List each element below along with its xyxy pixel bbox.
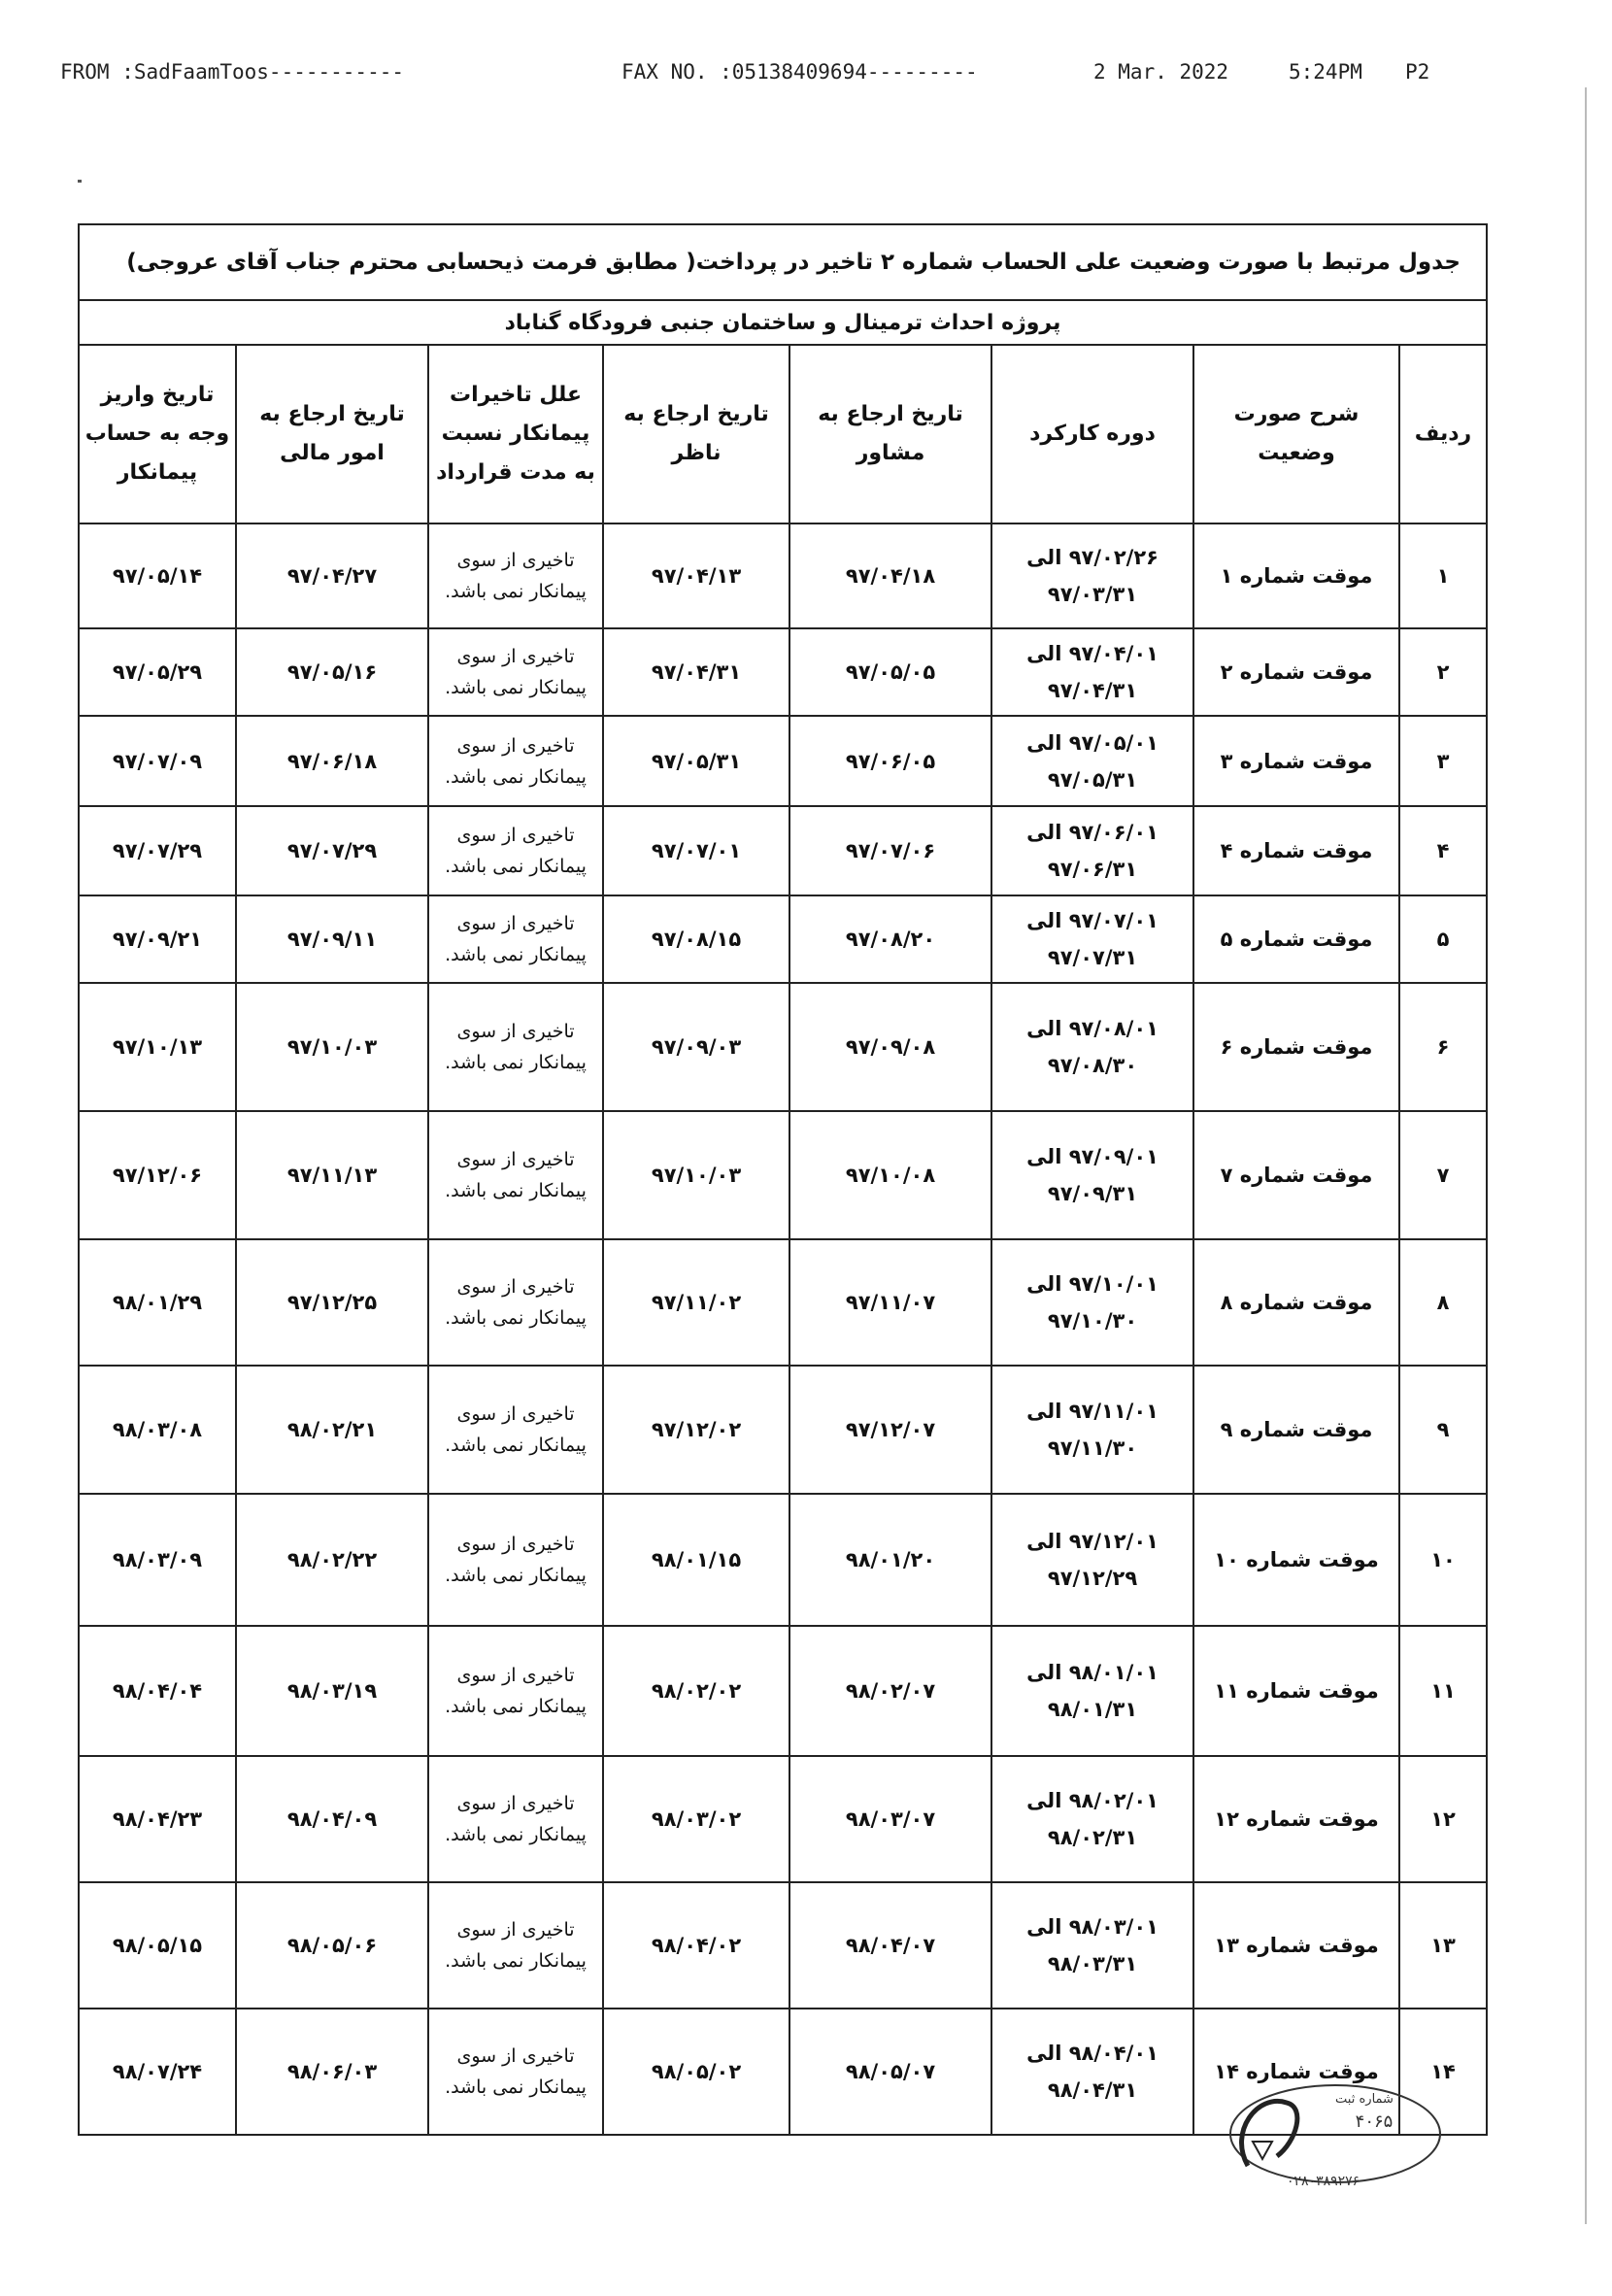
table-title: جدول مرتبط با صورت وضعیت علی الحساب شماره ۲ تاخیر در پرداخت( مطابق فرمت ذیحسابی محترم جناب آقای عروجی): [79, 224, 1487, 300]
fax-page: P2: [1405, 60, 1430, 84]
period-start: ۹۷/۰۲/۲۶ الی: [1026, 546, 1159, 569]
row-delay-reason: [428, 983, 603, 1111]
period-start: ۹۷/۱۲/۰۱ الی: [1026, 1530, 1159, 1553]
row-finance-date: ۹۷/۰۷/۲۹: [236, 806, 428, 895]
period-end: ۹۷/۰۷/۳۱: [1047, 946, 1138, 969]
row-finance-date: ۹۸/۰۲/۲۱: [236, 1366, 428, 1494]
row-payment-date: ۹۸/۰۱/۲۹: [79, 1239, 236, 1366]
header-work-period: دوره کارکرد: [991, 345, 1193, 523]
reason-line-2: پیمانکار نمی باشد.: [445, 1180, 587, 1201]
reason-line-2: پیمانکار نمی باشد.: [445, 1307, 587, 1329]
delay-payment-table: [78, 223, 1488, 2136]
row-delay-reason: [428, 895, 603, 983]
period-end: ۹۷/۰۴/۳۱: [1047, 679, 1138, 702]
row-consultant-date: ۹۷/۰۸/۲۰: [789, 895, 991, 983]
row-consultant-date: ۹۷/۰۵/۰۵: [789, 628, 991, 716]
row-delay-reason: [428, 523, 603, 628]
row-work-period: [991, 1626, 1193, 1756]
row-consultant-date: ۹۸/۰۲/۰۷: [789, 1626, 991, 1756]
reason-line-2: پیمانکار نمی باشد.: [445, 1824, 587, 1845]
period-range: ۹۸/۰۱/۰۱ الی ۹۸/۰۱/۳۱: [1026, 1661, 1159, 1721]
row-supervisor-date: ۹۷/۰۷/۰۱: [603, 806, 789, 895]
table-row: [79, 1882, 1487, 2009]
row-description: موقت شماره ۶: [1193, 983, 1399, 1111]
row-delay-reason: [428, 1626, 603, 1756]
row-supervisor-date: ۹۷/۱۰/۰۳: [603, 1111, 789, 1239]
row-number: ۱۰: [1399, 1494, 1487, 1626]
reason-line-1: تاخیری از سوی: [456, 913, 575, 934]
reason-line-1: تاخیری از سوی: [456, 2045, 575, 2067]
period-end: ۹۷/۰۸/۳۰: [1047, 1054, 1138, 1077]
row-finance-date: ۹۸/۰۳/۱۹: [236, 1626, 428, 1756]
row-work-period: [991, 895, 1193, 983]
row-description: موقت شماره ۱۱: [1193, 1626, 1399, 1756]
table-row: [79, 1366, 1487, 1494]
row-work-period: [991, 1366, 1193, 1494]
row-number: ۸: [1399, 1239, 1487, 1366]
fax-header: [60, 60, 1439, 89]
reason-line-2: پیمانکار نمی باشد.: [445, 1950, 587, 1972]
row-payment-date: ۹۷/۰۵/۲۹: [79, 628, 236, 716]
row-consultant-date: ۹۸/۰۱/۲۰: [789, 1494, 991, 1626]
row-delay-reason: [428, 1366, 603, 1494]
table-row: [79, 1626, 1487, 1756]
row-finance-date: ۹۸/۰۶/۰۳: [236, 2009, 428, 2135]
header-consultant-date: تاریخ ارجاع به مشاور: [789, 345, 991, 523]
table-row: [79, 1494, 1487, 1626]
row-supervisor-date: ۹۷/۰۴/۱۳: [603, 523, 789, 628]
header-description: شرح صورت وضعیت: [1193, 345, 1399, 523]
project-row: [79, 300, 1487, 345]
row-payment-date: ۹۸/۰۳/۰۸: [79, 1366, 236, 1494]
row-description: موقت شماره ۵: [1193, 895, 1399, 983]
row-number: ۷: [1399, 1111, 1487, 1239]
scan-edge-line: [1585, 87, 1587, 2224]
period-start: ۹۷/۰۶/۰۱ الی: [1026, 821, 1159, 844]
row-delay-reason: [428, 1239, 603, 1366]
period-end: ۹۷/۱۲/۲۹: [1047, 1567, 1138, 1590]
row-payment-date: ۹۷/۱۲/۰۶: [79, 1111, 236, 1239]
row-description: موقت شماره ۱: [1193, 523, 1399, 628]
row-payment-date: ۹۸/۰۷/۲۴: [79, 2009, 236, 2135]
reason-line-2: پیمانکار نمی باشد.: [445, 765, 587, 788]
row-consultant-date: ۹۷/۰۹/۰۸: [789, 983, 991, 1111]
row-finance-date: ۹۸/۰۲/۲۲: [236, 1494, 428, 1626]
row-description: موقت شماره ۱۰: [1193, 1494, 1399, 1626]
reason-line-2: پیمانکار نمی باشد.: [445, 856, 587, 877]
stamp-emblem-icon: [1253, 2142, 1272, 2159]
row-supervisor-date: ۹۷/۰۸/۱۵: [603, 895, 789, 983]
period-end: ۹۸/۰۳/۳۱: [1047, 1952, 1138, 1975]
period-end: ۹۷/۰۹/۳۱: [1047, 1182, 1138, 1205]
row-payment-date: ۹۸/۰۵/۱۵: [79, 1882, 236, 2009]
row-delay-reason: [428, 1756, 603, 1882]
row-description: موقت شماره ۳: [1193, 716, 1399, 806]
table-row: [79, 628, 1487, 716]
row-finance-date: ۹۷/۰۹/۱۱: [236, 895, 428, 983]
row-delay-reason: [428, 1494, 603, 1626]
row-finance-date: ۹۸/۰۴/۰۹: [236, 1756, 428, 1882]
fax-number: FAX NO. :05138409694---------: [621, 60, 978, 84]
row-supervisor-date: ۹۸/۰۴/۰۲: [603, 1882, 789, 2009]
row-finance-date: ۹۸/۰۵/۰۶: [236, 1882, 428, 2009]
fax-date: 2 Mar. 2022: [1093, 60, 1229, 84]
row-delay-reason: [428, 806, 603, 895]
row-payment-date: ۹۷/۰۷/۰۹: [79, 716, 236, 806]
row-supervisor-date: ۹۷/۰۴/۳۱: [603, 628, 789, 716]
row-payment-date: ۹۷/۰۷/۲۹: [79, 806, 236, 895]
row-description: موقت شماره ۲: [1193, 628, 1399, 716]
reason-line-1: تاخیری از سوی: [456, 646, 575, 667]
row-payment-date: ۹۸/۰۴/۲۳: [79, 1756, 236, 1882]
row-finance-date: ۹۷/۱۱/۱۳: [236, 1111, 428, 1239]
company-stamp: [1219, 2074, 1471, 2190]
reason-line-2: پیمانکار نمی باشد.: [445, 944, 587, 965]
table-row: [79, 1111, 1487, 1239]
row-description: موقت شماره ۹: [1193, 1366, 1399, 1494]
row-number: ۴: [1399, 806, 1487, 895]
row-supervisor-date: ۹۸/۰۲/۰۲: [603, 1626, 789, 1756]
period-end: ۹۷/۰۶/۳۱: [1047, 858, 1138, 881]
row-payment-date: ۹۷/۱۰/۱۳: [79, 983, 236, 1111]
row-description: موقت شماره ۴: [1193, 806, 1399, 895]
row-description: موقت شماره ۱۲: [1193, 1756, 1399, 1882]
row-number: ۱۲: [1399, 1756, 1487, 1882]
row-supervisor-date: ۹۷/۱۲/۰۲: [603, 1366, 789, 1494]
row-work-period: [991, 628, 1193, 716]
reason-line-2: پیمانکار نمی باشد.: [445, 1052, 587, 1073]
reason-line-2: پیمانکار نمی باشد.: [445, 581, 587, 602]
reason-line-1: تاخیری از سوی: [456, 825, 575, 846]
reason-line-2: پیمانکار نمی باشد.: [445, 1696, 587, 1717]
scan-speck: [78, 180, 82, 183]
stamp-number: ۴۰۶۵: [1355, 2111, 1394, 2132]
reason-line-2: پیمانکار نمی باشد.: [445, 677, 587, 698]
row-consultant-date: ۹۸/۰۳/۰۷: [789, 1756, 991, 1882]
header-delay-reason: علل تاخیرات پیمانکار نسبت به مدت قرارداد: [428, 345, 603, 523]
fax-time: 5:24PM: [1289, 60, 1362, 84]
row-description: موقت شماره ۱۴: [1193, 2009, 1399, 2135]
row-delay-reason: [428, 716, 603, 806]
row-delay-reason: [428, 1882, 603, 2009]
period-start: ۹۷/۰۵/۰۱ الی: [1026, 730, 1159, 755]
reason-line-2: پیمانکار نمی باشد.: [445, 2077, 587, 2098]
header-row: [79, 345, 1487, 523]
period-start: ۹۸/۰۳/۰۱ الی: [1026, 1915, 1159, 1939]
row-number: ۹: [1399, 1366, 1487, 1494]
row-number: ۶: [1399, 983, 1487, 1111]
row-consultant-date: ۹۷/۱۰/۰۸: [789, 1111, 991, 1239]
reason-line-2: پیمانکار نمی باشد.: [445, 1435, 587, 1456]
reason-line-2: پیمانکار نمی باشد.: [445, 1565, 587, 1586]
project-name: پروژه احداث ترمینال و ساختمان جنبی فرودگاه گناباد: [79, 300, 1487, 345]
row-work-period: [991, 1239, 1193, 1366]
table-row: [79, 806, 1487, 895]
period-start: ۹۷/۰۴/۰۱ الی: [1026, 642, 1159, 665]
row-description: موقت شماره ۷: [1193, 1111, 1399, 1239]
stamp-logo: [1242, 2101, 1297, 2166]
row-work-period: [991, 806, 1193, 895]
period-start: ۹۸/۰۴/۰۱ الی: [1026, 2042, 1159, 2065]
reason-line-1: تاخیری از سوی: [456, 1793, 575, 1814]
row-number: ۳: [1399, 716, 1487, 806]
period-end: ۹۸/۰۴/۳۱: [1047, 2078, 1138, 2102]
row-consultant-date: ۹۷/۰۴/۱۸: [789, 523, 991, 628]
table-row: [79, 895, 1487, 983]
row-work-period: [991, 2009, 1193, 2135]
period-end: ۹۷/۰۵/۳۱: [1047, 767, 1138, 792]
row-number: ۲: [1399, 628, 1487, 716]
period-range: ۹۷/۱۱/۰۱ الی ۹۷/۱۱/۳۰: [1026, 1400, 1159, 1460]
reason-line-1: تاخیری از سوی: [456, 1403, 575, 1425]
row-consultant-date: ۹۷/۱۲/۰۷: [789, 1366, 991, 1494]
reason-line-1: تاخیری از سوی: [456, 1919, 575, 1941]
row-work-period: [991, 1882, 1193, 2009]
table-row: [79, 1239, 1487, 1366]
row-supervisor-date: ۹۷/۱۱/۰۲: [603, 1239, 789, 1366]
row-work-period: [991, 1494, 1193, 1626]
reason-line-1: تاخیری از سوی: [456, 1534, 575, 1555]
row-number: ۱۴: [1399, 2009, 1487, 2135]
title-row: [79, 224, 1487, 300]
stamp-phone: ۰۲۸۰۳۸۹۲۷۶: [1287, 2174, 1360, 2189]
row-consultant-date: ۹۸/۰۴/۰۷: [789, 1882, 991, 2009]
reason-line-1: تاخیری از سوی: [456, 1665, 575, 1686]
row-number: ۱۳: [1399, 1882, 1487, 2009]
row-work-period: [991, 983, 1193, 1111]
stamp-number-label: شماره ثبت: [1335, 2092, 1394, 2107]
row-consultant-date: ۹۷/۰۶/۰۵: [789, 716, 991, 806]
period-range: ۹۷/۱۰/۰۱ الی ۹۷/۱۰/۳۰: [1026, 1272, 1159, 1333]
period-start: ۹۷/۰۸/۰۱ الی: [1026, 1017, 1159, 1040]
row-finance-date: ۹۷/۰۶/۱۸: [236, 716, 428, 806]
row-delay-reason: [428, 1111, 603, 1239]
row-finance-date: ۹۷/۱۲/۲۵: [236, 1239, 428, 1366]
row-work-period: [991, 523, 1193, 628]
row-finance-date: ۹۷/۰۴/۲۷: [236, 523, 428, 628]
reason-line-1: تاخیری از سوی: [456, 1149, 575, 1170]
reason-line-1: تاخیری از سوی: [456, 550, 575, 571]
row-payment-date: ۹۷/۰۹/۲۱: [79, 895, 236, 983]
table-row: [79, 983, 1487, 1111]
row-consultant-date: ۹۷/۰۷/۰۶: [789, 806, 991, 895]
row-work-period: [991, 716, 1193, 806]
row-payment-date: ۹۸/۰۴/۰۴: [79, 1626, 236, 1756]
row-number: ۱۱: [1399, 1626, 1487, 1756]
table-row: [79, 716, 1487, 806]
period-start: ۹۷/۰۷/۰۱ الی: [1026, 909, 1159, 932]
row-supervisor-date: ۹۸/۰۳/۰۲: [603, 1756, 789, 1882]
row-number: ۱: [1399, 523, 1487, 628]
period-end: ۹۷/۰۳/۳۱: [1047, 583, 1138, 606]
period-start: ۹۸/۰۲/۰۱ الی: [1026, 1789, 1159, 1812]
row-supervisor-date: ۹۸/۰۵/۰۲: [603, 2009, 789, 2135]
row-delay-reason: [428, 628, 603, 716]
reason-line-1: تاخیری از سوی: [456, 1276, 575, 1298]
header-row-number: ردیف: [1399, 345, 1487, 523]
row-number: ۵: [1399, 895, 1487, 983]
row-consultant-date: ۹۸/۰۵/۰۷: [789, 2009, 991, 2135]
row-supervisor-date: ۹۷/۰۹/۰۳: [603, 983, 789, 1111]
header-payment-date: تاریخ واریز وجه به حساب پیمانکار: [79, 345, 236, 523]
row-supervisor-date: ۹۸/۰۱/۱۵: [603, 1494, 789, 1626]
row-payment-date: ۹۸/۰۳/۰۹: [79, 1494, 236, 1626]
period-end: ۹۸/۰۲/۳۱: [1047, 1826, 1138, 1849]
reason-line-1: تاخیری از سوی: [456, 1021, 575, 1042]
row-description: موقت شماره ۱۳: [1193, 1882, 1399, 2009]
header-finance-date: تاریخ ارجاع به امور مالی: [236, 345, 428, 523]
row-description: موقت شماره ۸: [1193, 1239, 1399, 1366]
fax-from: FROM :SadFaamToos-----------: [60, 60, 405, 84]
row-payment-date: ۹۷/۰۵/۱۴: [79, 523, 236, 628]
row-work-period: [991, 1756, 1193, 1882]
header-supervisor-date: تاریخ ارجاع به ناظر: [603, 345, 789, 523]
row-finance-date: ۹۷/۰۵/۱۶: [236, 628, 428, 716]
row-work-period: [991, 1111, 1193, 1239]
row-consultant-date: ۹۷/۱۱/۰۷: [789, 1239, 991, 1366]
table-body: [79, 224, 1487, 2135]
table-row: [79, 1756, 1487, 1882]
reason-line-1: تاخیری از سوی: [456, 734, 575, 757]
row-supervisor-date: ۹۷/۰۵/۳۱: [603, 716, 789, 806]
table-row: [79, 523, 1487, 628]
period-start: ۹۷/۰۹/۰۱ الی: [1026, 1145, 1159, 1168]
row-finance-date: ۹۷/۱۰/۰۳: [236, 983, 428, 1111]
row-delay-reason: [428, 2009, 603, 2135]
